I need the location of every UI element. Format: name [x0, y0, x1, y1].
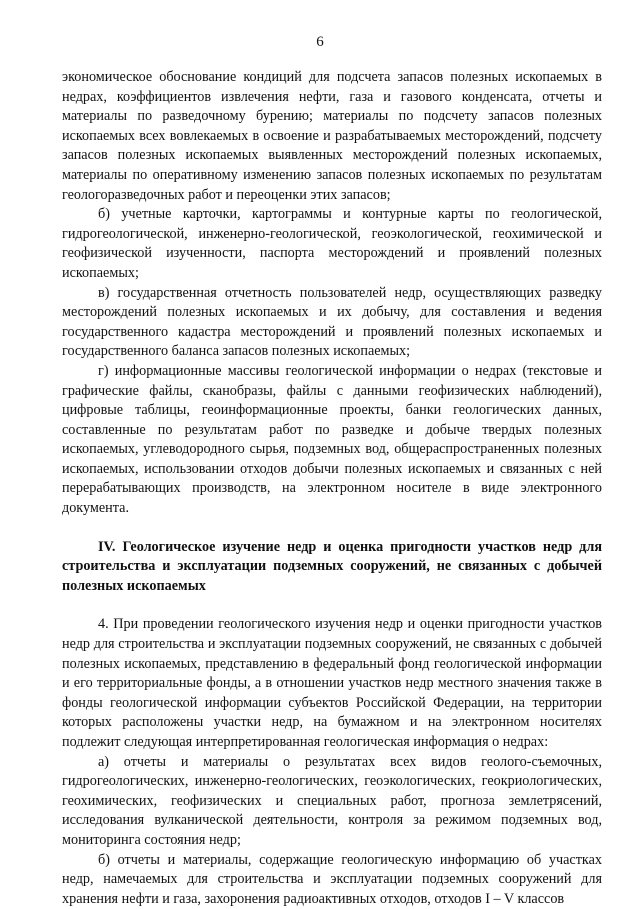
document-body	[62, 68, 602, 909]
paragraph-continuation: экономическое обоснование кондиций для подсчета запасов полезных ископаемых в недрах, коэффициентов извлечения нефти, газа и газового конденсата, отчеты и материалы по разведочному бурению; материалы по подсчету запасов полезных ископаемых всех вовлекаемых в освоение и разрабатываемых месторождений, подсчету запасов полезных ископаемых выявленных месторождений полезных ископаемых, материалы по оперативному изменению запасов полезных ископаемых по результатам геологоразведочных работ и переоценки этих запасов;	[62, 69, 602, 203]
paragraph-clause-4: 4. При проведении геологического изучения недр и оценки пригодности участков недр для строительства и эксплуатации подземных сооружений, не связанных с добычей полезных ископаемых, представлению в федеральный фонд геологической информации и его территориальные фонды, а в отношении участков недр местного значения также в фонды геологической информации субъектов Российской Федерации, на территории которых расположены участки недр, на бумажном и на электронном носителях подлежит следующая интерпретированная геологическая информация о недрах:	[62, 616, 602, 750]
paragraph-item-b: б) учетные карточки, картограммы и контурные карты по геологической, гидрогеологической, инженерно-геологической, геоэкологической, геохимической и геофизической изученности, паспорта месторождений и проявлений полезных ископаемых;	[62, 206, 602, 281]
paragraph-item-b-2: б) отчеты и материалы, содержащие геологическую информацию об участках недр, намечаемых для строительства и эксплуатации подземных сооружений для хранения нефти и газа, захоронения радиоактивных отходов, отходов I – V классов	[62, 851, 602, 907]
paragraph-item-g: г) информационные массивы геологической информации о недрах (текстовые и графические файлы, сканобразы, файлы с данными геофизических наблюдений), цифровые таблицы, геоинформационные проекты, банки геологических данных, составленные по результатам работ по разведке и добыче твердых полезных ископаемых, углеводородного сырья, подземных вод, общераспространенных полезных ископаемых, использовании отходов добычи полезных ископаемых и связанных с ней перерабатывающих производств, на электронном носителе в виде электронного документа.	[62, 362, 602, 517]
section-heading: IV. Геологическое изучение недр и оценка пригодности участков недр для строительства и эксплуатации подземных сооружений, не связанных с добычей полезных ископаемых	[62, 538, 602, 594]
page-number: 6	[316, 34, 324, 50]
paragraph-item-v: в) государственная отчетность пользователей недр, осуществляющих разведку месторождений полезных ископаемых и их добычу, для составления и ведения государственного кадастра месторождений и проявлений полезных ископаемых и государственного баланса запасов полезных ископаемых;	[62, 284, 602, 360]
paragraph-item-a: а) отчеты и материалы о результатах всех видов геолого-съемочных, гидрогеологических, инженерно-геологических, геоэкологических, геокриологических, геохимических, геофизических и специальных работ, прогноза землетрясений, исследования вулканической деятельности, контроля за режимом подземных вод, мониторинга состояния недр;	[62, 753, 602, 848]
